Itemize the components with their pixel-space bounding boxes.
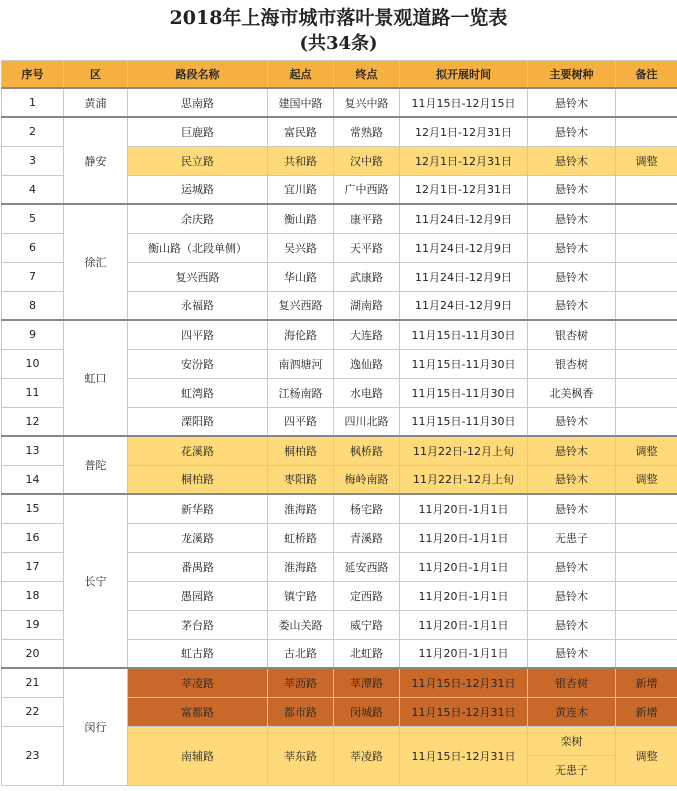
time-cell: 11月15日-11月30日 (400, 320, 528, 349)
table-row (2, 494, 677, 523)
district-cell: 黄浦 (64, 88, 128, 117)
end-cell: 汉中路 (334, 146, 400, 175)
row-no: 6 (2, 233, 64, 262)
note-cell (616, 291, 677, 320)
time-cell: 11月24日-12月9日 (400, 204, 528, 233)
road-cell: 富都路 (128, 697, 268, 726)
table-row (2, 117, 677, 146)
note-cell (616, 175, 677, 204)
note-cell (616, 610, 677, 639)
species-cell: 悬铃木 (528, 407, 616, 436)
start-cell: 海伦路 (268, 320, 334, 349)
species-secondary: 无患子 (555, 764, 588, 778)
end-cell: 威宁路 (334, 610, 400, 639)
note-cell (616, 349, 677, 378)
table-header-row (2, 61, 677, 89)
row-no: 8 (2, 291, 64, 320)
row-no: 4 (2, 175, 64, 204)
district-cell: 虹口 (64, 320, 128, 436)
note-cell (616, 320, 677, 349)
start-cell: 富民路 (268, 117, 334, 146)
note-cell: 调整 (616, 465, 677, 494)
species-cell: 悬铃木 (528, 465, 616, 494)
time-cell: 11月20日-1月1日 (400, 523, 528, 552)
row-no: 7 (2, 262, 64, 291)
row-no: 10 (2, 349, 64, 378)
time-cell: 11月22日-12月上旬 (400, 465, 528, 494)
district-cell: 静安 (64, 117, 128, 204)
end-cell: 武康路 (334, 262, 400, 291)
time-cell: 11月20日-1月1日 (400, 581, 528, 610)
end-cell: 莘潭路 (334, 668, 400, 697)
species-cell: 悬铃木 (528, 494, 616, 523)
time-cell: 11月15日-12月31日 (400, 697, 528, 726)
start-cell: 淮海路 (268, 494, 334, 523)
end-cell: 天平路 (334, 233, 400, 262)
table-row (2, 88, 677, 117)
note-cell: 新增 (616, 697, 677, 726)
road-cell: 衡山路（北段单侧） (128, 233, 268, 262)
time-cell: 11月24日-12月9日 (400, 262, 528, 291)
row-no: 20 (2, 639, 64, 668)
row-no: 18 (2, 581, 64, 610)
end-cell: 枫桥路 (334, 436, 400, 465)
row-no: 12 (2, 407, 64, 436)
start-cell: 淮海路 (268, 552, 334, 581)
end-cell: 杨宅路 (334, 494, 400, 523)
road-cell: 四平路 (128, 320, 268, 349)
species-cell: 悬铃木 (528, 88, 616, 117)
road-cell: 巨鹿路 (128, 117, 268, 146)
col-header-district: 区 (64, 61, 128, 89)
time-cell: 11月15日-11月30日 (400, 349, 528, 378)
col-header-end: 终点 (334, 61, 400, 89)
start-cell: 宜川路 (268, 175, 334, 204)
end-cell: 康平路 (334, 204, 400, 233)
species-cell: 悬铃木 (528, 117, 616, 146)
species-cell: 悬铃木 (528, 204, 616, 233)
row-no: 13 (2, 436, 64, 465)
row-no: 9 (2, 320, 64, 349)
species-primary: 栾树 (528, 727, 615, 757)
road-cell: 愚园路 (128, 581, 268, 610)
road-cell: 思南路 (128, 88, 268, 117)
road-cell: 莘凌路 (128, 668, 268, 697)
start-cell: 共和路 (268, 146, 334, 175)
species-cell: 悬铃木 (528, 262, 616, 291)
road-cell: 余庆路 (128, 204, 268, 233)
road-cell: 桐柏路 (128, 465, 268, 494)
note-cell (616, 233, 677, 262)
end-cell: 梅岭南路 (334, 465, 400, 494)
row-no: 16 (2, 523, 64, 552)
time-cell: 11月20日-1月1日 (400, 494, 528, 523)
row-no: 1 (2, 88, 64, 117)
col-header-time: 拟开展时间 (400, 61, 528, 89)
start-cell: 枣阳路 (268, 465, 334, 494)
time-cell: 11月24日-12月9日 (400, 233, 528, 262)
road-cell: 新华路 (128, 494, 268, 523)
time-cell: 11月15日-11月30日 (400, 407, 528, 436)
species-cell: 北美枫香 (528, 378, 616, 407)
row-no: 23 (2, 726, 64, 785)
district-cell: 普陀 (64, 436, 128, 494)
species-cell: 悬铃木 (528, 436, 616, 465)
note-cell (616, 494, 677, 523)
start-cell: 桐柏路 (268, 436, 334, 465)
note-cell (616, 581, 677, 610)
start-cell: 虹桥路 (268, 523, 334, 552)
time-cell: 11月24日-12月9日 (400, 291, 528, 320)
table-row (2, 668, 677, 697)
col-header-road: 路段名称 (128, 61, 268, 89)
end-cell: 延安西路 (334, 552, 400, 581)
row-no: 17 (2, 552, 64, 581)
note-cell (616, 262, 677, 291)
species-cell: 悬铃木 (528, 175, 616, 204)
species-cell: 悬铃木 (528, 233, 616, 262)
end-cell: 定西路 (334, 581, 400, 610)
note-cell: 调整 (616, 726, 677, 785)
start-cell: 南泗塘河 (268, 349, 334, 378)
start-cell: 古北路 (268, 639, 334, 668)
start-cell: 吴兴路 (268, 233, 334, 262)
time-cell: 11月15日-11月30日 (400, 378, 528, 407)
road-cell: 茅台路 (128, 610, 268, 639)
row-no: 2 (2, 117, 64, 146)
start-cell: 镇宁路 (268, 581, 334, 610)
table-row (2, 204, 677, 233)
road-cell: 龙溪路 (128, 523, 268, 552)
end-cell: 四川北路 (334, 407, 400, 436)
note-cell: 调整 (616, 146, 677, 175)
row-no: 22 (2, 697, 64, 726)
time-cell: 11月22日-12月上旬 (400, 436, 528, 465)
note-cell (616, 552, 677, 581)
species-cell: 悬铃木 (528, 639, 616, 668)
col-header-start: 起点 (268, 61, 334, 89)
start-cell: 四平路 (268, 407, 334, 436)
page-title: 2018年上海市城市落叶景观道路一览表 (169, 7, 508, 29)
page-subtitle: (共34条) (299, 33, 378, 54)
road-cell: 虹湾路 (128, 378, 268, 407)
row-no: 21 (2, 668, 64, 697)
end-cell: 水电路 (334, 378, 400, 407)
start-cell: 都市路 (268, 697, 334, 726)
species-cell (528, 726, 616, 785)
road-cell: 运城路 (128, 175, 268, 204)
start-cell: 江杨南路 (268, 378, 334, 407)
time-cell: 11月20日-1月1日 (400, 552, 528, 581)
note-cell (616, 523, 677, 552)
road-cell: 花溪路 (128, 436, 268, 465)
road-cell: 安汾路 (128, 349, 268, 378)
end-cell: 复兴中路 (334, 88, 400, 117)
end-cell: 大连路 (334, 320, 400, 349)
end-cell: 闵城路 (334, 697, 400, 726)
table-row (2, 320, 677, 349)
road-cell: 番禺路 (128, 552, 268, 581)
species-cell: 悬铃木 (528, 552, 616, 581)
row-no: 5 (2, 204, 64, 233)
end-cell: 逸仙路 (334, 349, 400, 378)
district-cell: 长宁 (64, 494, 128, 668)
row-no: 19 (2, 610, 64, 639)
road-cell: 永福路 (128, 291, 268, 320)
district-cell: 徐汇 (64, 204, 128, 320)
roads-table (1, 60, 677, 786)
road-cell: 溧阳路 (128, 407, 268, 436)
road-cell: 虹古路 (128, 639, 268, 668)
time-cell: 11月15日-12月31日 (400, 726, 528, 785)
row-no: 15 (2, 494, 64, 523)
table-row (2, 436, 677, 465)
time-cell: 11月20日-1月1日 (400, 610, 528, 639)
end-cell: 广中西路 (334, 175, 400, 204)
road-cell: 复兴西路 (128, 262, 268, 291)
note-cell (616, 117, 677, 146)
start-cell: 娄山关路 (268, 610, 334, 639)
end-cell: 青溪路 (334, 523, 400, 552)
end-cell: 常熟路 (334, 117, 400, 146)
note-cell (616, 204, 677, 233)
end-cell: 湖南路 (334, 291, 400, 320)
end-cell: 北虹路 (334, 639, 400, 668)
time-cell: 11月15日-12月15日 (400, 88, 528, 117)
end-cell: 莘凌路 (334, 726, 400, 785)
start-cell: 莘沥路 (268, 668, 334, 697)
row-no: 14 (2, 465, 64, 494)
col-header-species: 主要树种 (528, 61, 616, 89)
time-cell: 12月1日-12月31日 (400, 117, 528, 146)
note-cell: 调整 (616, 436, 677, 465)
note-cell (616, 378, 677, 407)
time-cell: 12月1日-12月31日 (400, 175, 528, 204)
species-cell: 悬铃木 (528, 610, 616, 639)
species-cell: 银杏树 (528, 320, 616, 349)
species-cell: 银杏树 (528, 668, 616, 697)
start-cell: 华山路 (268, 262, 334, 291)
time-cell: 12月1日-12月31日 (400, 146, 528, 175)
road-cell: 民立路 (128, 146, 268, 175)
row-no: 3 (2, 146, 64, 175)
col-header-no: 序号 (2, 61, 64, 89)
row-no: 11 (2, 378, 64, 407)
note-cell (616, 639, 677, 668)
time-cell: 11月20日-1月1日 (400, 639, 528, 668)
road-cell: 南辅路 (128, 726, 268, 785)
species-cell: 悬铃木 (528, 581, 616, 610)
time-cell: 11月15日-12月31日 (400, 668, 528, 697)
species-cell: 悬铃木 (528, 146, 616, 175)
species-cell: 银杏树 (528, 349, 616, 378)
start-cell: 莘东路 (268, 726, 334, 785)
note-cell: 新增 (616, 668, 677, 697)
start-cell: 复兴西路 (268, 291, 334, 320)
district-cell: 闵行 (64, 668, 128, 785)
species-cell: 黄连木 (528, 697, 616, 726)
species-cell: 悬铃木 (528, 291, 616, 320)
note-cell (616, 88, 677, 117)
note-cell (616, 407, 677, 436)
start-cell: 建国中路 (268, 88, 334, 117)
start-cell: 衡山路 (268, 204, 334, 233)
col-header-note: 备注 (616, 61, 677, 89)
species-cell: 无患子 (528, 523, 616, 552)
